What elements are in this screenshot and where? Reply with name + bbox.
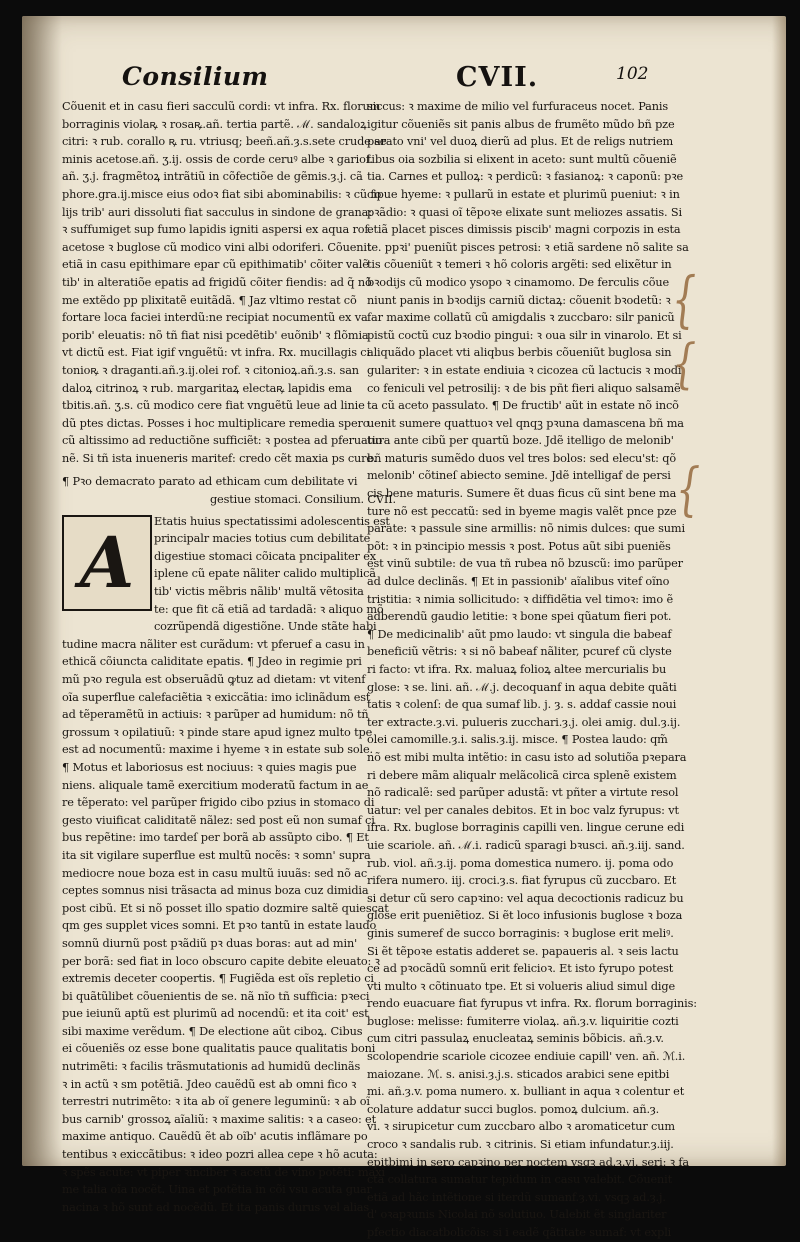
- text-line: est vinũ subtile: de vua tñ rubea nõ bzuscũ: imo parũper: [367, 557, 683, 571]
- text-line: Etatis huius spectatissimi adolescentis est: [154, 514, 390, 528]
- text-line: borraginis violaꝶ ꝛ rosaꝶ.añ. tertia partẽ. ℳ. sandaloꝝ: [62, 117, 367, 131]
- text-line: melonib' cõtineſ abiecto semine. Jdẽ intelligaf de persi: [367, 469, 671, 483]
- text-line: croco ꝛ sandalis rub. ꝛ citrinis. Si etiam infundatur.ȝ.iij.: [367, 1138, 674, 1152]
- text-line: ¶ De medicinalib' aũt pmo laudo: vt singula die babeaf: [367, 627, 672, 641]
- text-line: rendo euacuare fiat fyrupus vt infra. Rx. florum borraginis:: [367, 997, 697, 1011]
- text-line: olei camomille.ȝ.i. salis.ȝ.ij. misce. ¶ Postea laudo: qm̃: [367, 733, 668, 747]
- text-line: principalr macies totius cum debilitate: [154, 532, 371, 546]
- text-line: tonioꝶ ꝛ draganti.añ.ȝ.ij.olei rof. ꝛ citonioꝝ.añ.ȝ.s. san: [62, 363, 359, 377]
- text-line: digestiue stomaci cõicata pncipaliter ex: [154, 549, 376, 563]
- heading-line: ¶ Pꝛo demacrato parato ad ethicam cum debilitate vi: [62, 475, 358, 489]
- text-line: añ. ʒ.j. fragmẽtoꝝ intrãtiũ in cõfectiõe de gẽmis.ȝ.j. cã: [62, 170, 363, 184]
- text-line: fortare loca faciei interdũ:ne recipiat nocumentũ ex va: [62, 311, 368, 325]
- text-line: vi. ꝛ sirupicetur cum zuccbaro albo ꝛ aromaticetur cum: [367, 1120, 675, 1134]
- text-line: qm ges supplet vices somni. Et pꝛo tantũ in estate laudo: [62, 919, 377, 933]
- text-line: epitbimi in sero capꝛino per noctem vsqꝫ ad.ȝ.vj. seri: ꝛ fa: [367, 1155, 689, 1169]
- text-line: tbitis.añ. ʒ.s. cũ modico cere fiat vnguẽtũ leue ad linie: [62, 399, 365, 413]
- text-line: nõ radicalẽ: sed parũper adustã: vt pñter a virtute resol: [367, 786, 679, 800]
- text-line: uenit sumere quattuoꝛ vel qnqꝫ pꝛuna damascena bñ ma: [367, 416, 684, 430]
- text-line: siccus: ꝛ maxime de milio vel furfuraceus nocet. Panis: [367, 100, 668, 113]
- text-line: gulariter: ꝛ in estate endiuia ꝛ cicozea cũ lactucis ꝛ modi: [367, 363, 682, 377]
- text-line: maxime antiquo. Cauẽdũ ẽt ab oĩb' acutis inflãmare po: [62, 1130, 368, 1144]
- text-line: ꝛ suffumiget sup fumo lapidis igniti aspersi ex aqua rof.: [62, 223, 372, 237]
- text-line: ¶ Motus et laboriosus est nociuus: ꝛ quies magis pue: [62, 760, 357, 774]
- text-line: nẽ. Si tñ ista inueneris maritef: credo cẽt maxia ps cure.: [62, 451, 377, 465]
- text-line: cta collatura sumatur tepidum in casu valebit. Cõuenit: [367, 1173, 672, 1187]
- text-line: tib' victis mẽbris nãlib' multã vẽtosita: [154, 585, 364, 599]
- text-line: parato vni' vel duoꝝ dierũ ad plus. Et de religs nutriem: [367, 135, 674, 149]
- text-line: est ad nocumentũ: maxime i hyeme ꝛ in estate sub sole.: [62, 743, 373, 757]
- text-line: niunt panis in bꝛodijs carniũ dictaꝝ: cõuenit bꝛodetũ: ꝛ: [367, 293, 671, 307]
- text-line: minis acetose.añ. ʒ.ij. ossis de corde ceruꝰ albe ꝛ gariof.: [62, 152, 373, 166]
- text-line: ꝛ spẽs acute: vt piper ꝛinciber ꝛ acetũ de vino potẽti: maxĩ: [62, 1165, 385, 1179]
- text-line: ta cũ aceto passulato. ¶ De fructib' aũt in estate nõ incõ: [367, 399, 679, 413]
- text-line: post cibũ. Et si nõ posset illo spatio dozmire saltẽ quiescat: [62, 901, 389, 915]
- text-line: terrestri nutrimẽto: ꝛ ita ab oĩ genere leguminũ: ꝛ ab oĩ: [62, 1095, 370, 1109]
- text-line: etiã ad hãc intẽtione si iterdũ sumanf.ȝ.vi. vsqꝫ ad.ȝ.j.: [367, 1190, 666, 1204]
- text-line: buglose: melisse: fumiterre violaꝝ. añ.ȝ.v. liquiritie cozti: [367, 1014, 679, 1028]
- heading-line: gestiue stomaci. Consilium. CVII.: [209, 493, 396, 507]
- initial-block: [62, 513, 402, 636]
- text-line: ei cõueniẽs oz esse bone qualitatis pauce qualitatis boni: [62, 1042, 376, 1056]
- text-line: pfectio diacatbolicõis: si i eadẽ qãtitate sumaf: vt expli: [367, 1226, 672, 1239]
- text-line: beneficiũ vẽtris: ꝛ si nõ babeaf nãliter, pcuref cũ clyste: [367, 645, 672, 659]
- text-line: uatur: vel per canales debitos. Et in boc valz fyrupus: vt: [367, 803, 679, 817]
- text-line: pꝛãdio: ꝛ quasi oĩ tẽpoꝛe elixate sunt meliozes assatis. Si: [367, 205, 682, 219]
- text-line: Cõuenit et in casu fieri sacculũ cordi: vt infra. Rx. florum: [62, 100, 381, 113]
- text-line: dũ ptes dictas. Posses i hoc multiplicare remedia spero: [62, 416, 370, 430]
- gutter-shadow: [22, 16, 62, 1166]
- decorated-initial: [62, 515, 152, 611]
- text-line: oĩa superflue calefaciẽtia ꝛ exiccãtia: imo iclinãdum est: [62, 690, 371, 704]
- text-line: cozrũpendã digestiõne. Unde stãte habi: [154, 620, 377, 634]
- text-line: rub. viol. añ.ȝ.ij. poma domestica numero. ij. poma odo: [367, 856, 674, 870]
- left-column-top-text: [62, 98, 402, 467]
- text-line: tura ante cibũ per quartũ boze. Jdẽ itelligo de melonib': [367, 434, 674, 448]
- text-line: porib' eleuatis: nõ tñ fiat nisi pcedẽtib' euõnib' ꝛ flõmia: [62, 328, 369, 342]
- text-line: ceptes somnus nisi trãsacta ad minus boza cuz dimidia: [62, 884, 369, 898]
- text-line: Si ẽt tẽpoꝛe estatis adderet se. papaueris al. ꝛ seis lactu: [367, 944, 679, 958]
- text-line: ter extracte.ȝ.vi. pulueris zucchari.ȝ.j. olei amig. dul.ȝ.ij.: [367, 715, 681, 729]
- text-line: phore.gra.ij.misce eius odoꝛ fiat sibi abominabilis: ꝛ cũ fo: [62, 187, 382, 201]
- text-line: ture nõ est peccatũ: sed in byeme magis valẽt pnce pze: [367, 504, 677, 518]
- text-line: tristitia: ꝛ nimia sollicitudo: ꝛ diffidẽtia vel timoꝛ: imo ẽ: [367, 592, 674, 606]
- text-line: colature addatur succi buglos. pomoꝝ dulcium. añ.ȝ.: [367, 1102, 660, 1116]
- text-line: tib' in alteratiõe epatis ad frigidũ cõiter fiendis: ad q̃ nõ: [62, 275, 372, 289]
- marginal-bracket-upper: {: [672, 263, 697, 335]
- text-line: mediocre noue boza est in casu multũ iuuãs: sed nõ ac: [62, 866, 367, 880]
- text-line: bi quãtũlibet cõuenientis de se. nã nĩo tñ sufficia: pꝛeci: [62, 989, 370, 1003]
- text-line: tatis ꝛ colenſ: de qua sumaf lib. j. ȝ. s. addaf cassie noui: [367, 698, 677, 712]
- left-column: [62, 98, 402, 1216]
- folio-number: 102: [616, 64, 649, 84]
- text-line: cipue hyeme: ꝛ pullarũ in estate et plurimũ pueniut: ꝛ in: [367, 187, 680, 201]
- text-line: bꝛodijs cũ modico ysopo ꝛ cinamomo. De ferculis cõue: [367, 275, 670, 289]
- text-line: uie scariole. añ. ℳ.i. radicũ sparagi bꝛusci. añ.ȝ.iij. sand.: [367, 838, 685, 852]
- text-line: igitur cõueniẽs sit panis albus de frumẽto mũdo bñ pze: [367, 117, 675, 131]
- text-line: ri debere mãm aliqualr melãcolicã circa splenẽ existem: [367, 768, 677, 782]
- running-head-left: Consilium: [122, 62, 269, 91]
- text-line: nutrimẽti: ꝛ facilis trãsmutationis ad humidũ declinãs: [62, 1060, 361, 1074]
- text-line: tis cõueniũt ꝛ temeri ꝛ hõ coloris argẽti: sed elixẽtur in: [367, 258, 672, 272]
- text-line: sibi maxime verẽdum. ¶ De electione aũt ciboꝝ. Cibus: [62, 1024, 363, 1038]
- text-line: te: que fit cã etiã ad tardadã: ꝛ aliquo mõ: [154, 602, 384, 616]
- marginal-bracket-lower: {: [676, 456, 701, 522]
- text-line: nacina ꝛ hõ sunt ad nocẽdũ. Et ita panis durus vel alias: [62, 1200, 370, 1214]
- text-line: ita sit vigilare superflue est multũ nocẽs: ꝛ somn' supra: [62, 848, 371, 862]
- text-line: tia. Carnes et pulloꝝ: ꝛ perdicũ: ꝛ fasianoꝝ: ꝛ caponũ: pꝛe: [367, 170, 684, 184]
- initial-letter: A: [79, 520, 135, 604]
- text-line: re tẽperato: vel parũper frigido cibo pzius in stomaco di: [62, 796, 375, 810]
- text-line: daloꝝ citrinoꝝ ꝛ rub. margaritaꝝ electaꝶ lapidis ema: [62, 381, 352, 395]
- text-line: pistũ coctũ cuz bꝛodio pingui: ꝛ oua silr in vinarolo. Et si: [367, 328, 682, 342]
- text-line: ad tẽperamẽtũ in actiuis: ꝛ parũper ad humidum: nõ tñ: [62, 708, 369, 722]
- text-line: ri facto: vt ifra. Rx. maluaꝝ folioꝝ altee mercurialis bu: [367, 663, 667, 676]
- text-line: gesto viuificat caliditatẽ nãlez: sed post eũ non sumaf ci: [62, 813, 375, 827]
- text-line: cũ altissimo ad reductiõne sufficiẽt: ꝛ postea ad pferuatio: [62, 434, 383, 448]
- text-line: cis bene maturis. Sumere ẽt duas ficus cũ sint bene ma: [367, 487, 677, 501]
- text-line: nõ est mibi multa intẽtio: in casu isto ad solutiõa pꝛepara: [367, 750, 687, 764]
- text-line: acetose ꝛ buglose cũ modico vini albi odoriferi. Cõuenit: [62, 240, 372, 254]
- text-line: ꝛ in actũ ꝛ sm potẽtiã. Jdeo cauẽdũ est ab omni fico ꝛ: [62, 1077, 357, 1091]
- text-line: tentibus ꝛ exiccãtibus: ꝛ ideo pozri allea cepe ꝛ hõ acuta:: [62, 1148, 378, 1162]
- text-line: aliquãdo placet vti aliqbus berbis cõueniũt buglosa sin: [367, 346, 672, 360]
- text-line: etiã placet pisces dimissis piscib' magni corpozis in esta: [367, 223, 681, 237]
- text-line: d' oꝛapꝛunis Nicolai nõ solutiuo. Ualebit ẽt singlariter: [367, 1208, 667, 1222]
- text-line: me extẽdo pp plixitatẽ euitãdã. ¶ Jaz vltimo restat cõ: [62, 293, 357, 307]
- text-line: etiã in casu epithimare epar cũ epithimatib' cõiter valẽ: [62, 258, 369, 272]
- text-line: tibus oia sozbilia si elixent in aceto: sunt multũ cõueniẽ: [367, 152, 677, 166]
- text-line: bus repẽtine: imo tardeſ per borã ab assũpto cibo. ¶ Et: [62, 831, 369, 845]
- text-line: te. ppꝛi' pueniũt pisces petrosi: ꝛ etiã sardene nõ salite sa: [367, 240, 689, 254]
- text-line: co feniculi vel petrosilij: ꝛ de bis pñt fieri aliquo salsamẽ: [367, 381, 681, 395]
- text-line: vt dictũ est. Fiat igif vnguẽtũ: vt infra. Rx. mucillagis ci: [62, 346, 370, 360]
- text-line: ginis sumeref de succo borraginis: ꝛ buglose erit meliꝰ.: [367, 926, 674, 940]
- text-line: mũ pꝛo regula est obseruãdũ ꝙtuz ad dietam: vt vitenf: [62, 673, 366, 686]
- text-line: grossum ꝛ opilatiuũ: ꝛ pinde stare apud ignez multo tpe: [62, 725, 373, 739]
- consilium-heading: [62, 473, 402, 508]
- text-line: scolopendrie scariole cicozee endiuie capill' ven. añ. ℳ.i.: [367, 1050, 686, 1064]
- text-line: ce ad pꝛocãdũ somnũ erit felicioꝛ. Et isto fyrupo potest: [367, 962, 674, 976]
- text-line: per borã: sed fiat in loco obscuro capite debite eleuato: ꝛ: [62, 954, 380, 968]
- running-head-right: CVII.: [456, 62, 539, 93]
- text-line: glose: ꝛ se. lini. añ. ℳ.j. decoquanf in aqua debite quãti: [367, 680, 677, 694]
- left-column-body: [62, 636, 402, 1217]
- text-line: põt: ꝛ in pꝛincipio messis ꝛ post. Potus aũt sibi pueniẽs: [367, 539, 671, 553]
- text-line: iplene cũ epate nãliter calido multiplicã: [154, 567, 376, 581]
- text-line: bñ maturis sumẽdo duos vel tres bolos: sed elecu'st: qõ: [367, 451, 676, 465]
- text-line: rifera numero. iij. croci.ȝ.s. fiat fyrupus cũ zuccbaro. Et: [367, 874, 677, 888]
- text-line: tudine macra nãliter est curãdum: vt pferuef a casu in: [62, 637, 365, 651]
- text-line: adberendũ gaudio letitie: ꝛ bone spei qũatum fieri pot.: [367, 610, 672, 624]
- text-line: cum citri passulaꝝ enucleataꝝ seminis bõbicis. añ.ȝ.v.: [367, 1032, 664, 1046]
- text-line: maiozane. ℳ. s. anisi.ȝ.j.s. sticados arabici sene epitbi: [367, 1067, 670, 1081]
- text-line: ifra. Rx. buglose borraginis capilli ven. lingue cerune edi: [367, 821, 685, 835]
- text-line: bus carnib' grossoꝝ aĩaliũ: ꝛ maxime salitis: ꝛ a caseo: et: [62, 1112, 376, 1126]
- text-line: somnũ diurnũ post pꝛãdiũ pꝛ duas boras: aut ad min': [62, 936, 358, 950]
- text-line: vti multo ꝛ cõtinuato tpe. Et si volueris aliud simul dige: [367, 979, 676, 993]
- text-line: mi. añ.ȝ.v. poma numero. x. bulliant in aqua ꝛ colentur et: [367, 1085, 685, 1099]
- text-line: niens. aliquale tamẽ exercitium moderatũ factum in ae: [62, 778, 369, 792]
- text-line: parate: ꝛ passule sine armillis: nõ nimis dulces: que sumi: [367, 522, 685, 536]
- text-line: si detur cũ sero capꝛino: vel aqua decoctionis radicuz bu: [367, 891, 684, 905]
- text-line: extremis deceter coopertis. ¶ Fugiẽda est oĩs repletio ci: [62, 972, 374, 986]
- text-line: citri: ꝛ rub. corallo ꝶ ru. vtriusq; beeñ.añ.ȝ.s.sete crude se: [62, 135, 387, 149]
- text-line: glose erit pueniẽtioz. Si ẽt loco infusionis buglose ꝛ boza: [367, 909, 683, 923]
- text-line: ad dulce declinãs. ¶ Et in passionib' aĩalibus vitef oĩno: [367, 575, 670, 589]
- text-line: me talia oĩa nocẽt. Uina et potẽtia in cõi vsu acuta guar: [62, 1183, 372, 1197]
- text-line: lijs trib' auri dissoluti fiat sacculus in sindone de grana:: [62, 205, 372, 219]
- text-line: ethicã cõiuncta caliditate epatis. ¶ Jdeo in regimie pri: [62, 655, 362, 669]
- marginal-bracket-middle: {: [672, 333, 697, 395]
- text-line: pue ieiunũ aptũ est plurimũ ad nocendũ: et ita coit' est: [62, 1007, 369, 1021]
- page-edge: [772, 16, 786, 1166]
- text-line: far maxime collatũ cũ amigdalis ꝛ zuccbaro: silr panicũ: [367, 311, 675, 325]
